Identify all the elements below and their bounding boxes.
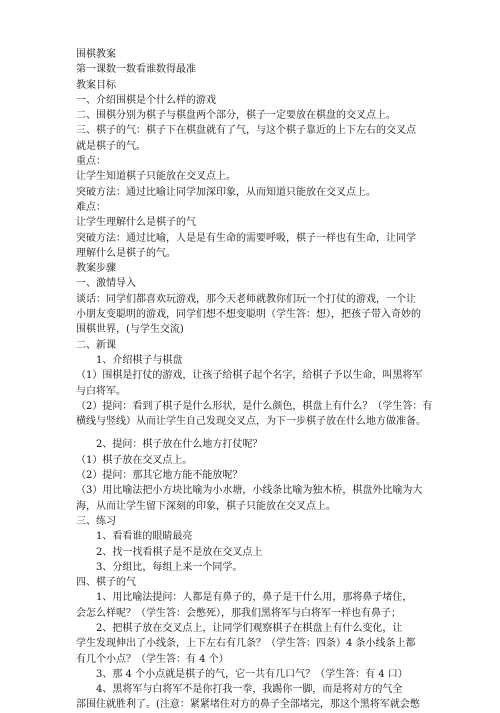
- paragraph-line: （2）提问：那其它地方能不能放呢？: [76, 470, 243, 482]
- section-heading: 教案目标: [76, 79, 116, 91]
- section-heading: 难点：: [76, 201, 106, 213]
- spacer: [76, 429, 440, 437]
- paragraph-line: 小朋友变聪明的游戏，同学们想不想变聪明（学生答：想），把孩子带入奇妙的: [76, 309, 421, 321]
- doc-title: 围棋教案: [76, 49, 116, 60]
- paragraph-line: 让学生知道棋子只能放在交叉点上。: [76, 171, 236, 183]
- paragraph-line: 围棋世界，(与学生交流): [76, 324, 184, 336]
- paragraph-line: 部围住就胜利了。(注意：紧紧堵住对方的鼻子全部堵完，那这个黑将军就会憋: [76, 699, 420, 711]
- paragraph-line: 2、把棋子放在交叉点上，让同学们观察棋子在棋盘上有什么变化，让: [96, 622, 403, 634]
- paragraph-line: 有几个小点？（学生答：有 4 个）: [76, 653, 229, 665]
- list-item: 2、找一找看棋子是不是放在交叉点上: [96, 546, 263, 558]
- list-item: 3、分组比，每组上来一个同学。: [96, 561, 243, 573]
- section-heading: 重点：: [76, 156, 106, 168]
- goal-item: 二、围棋分别为棋子与棋盘两个部分，棋子一定要放在棋盘的交叉点上。: [76, 110, 396, 122]
- paragraph-line: （1）围棋是打仗的游戏，让孩子给棋子起个名字，给棋子予以生命，叫黑将军: [76, 370, 423, 382]
- paragraph-line: 海，从而让学生留下深刻的印象，棋子只能放在交叉点上。: [76, 500, 336, 512]
- subsection-heading: 2、提问：棋子放在什么地方打仗呢？: [96, 439, 263, 451]
- section-heading: 四、棋子的气: [76, 577, 136, 589]
- paragraph-line: 学生发现伸出了小线条，上下左右有几条？（学生答：四条）4 条小线条上都: [76, 638, 416, 650]
- subsection-heading: 1、介绍棋子与棋盘: [96, 354, 183, 366]
- paragraph-line: 理解什么是棋子的气。: [76, 247, 176, 259]
- paragraph-line: 突破方法：通过比喻，人是是有生命的需要呼吸，棋子一样也有生命，让同学: [76, 232, 416, 244]
- paragraph-line: 让学生理解什么是棋子的气: [76, 217, 196, 229]
- section-heading: 一、激情导入: [76, 278, 136, 290]
- paragraph-line: （3）用比喻法把小方块比喻为小水塘，小线条比喻为独木桥，棋盘外比喻为大: [76, 485, 423, 497]
- lesson-title: 第一课数一数看谁数得最准: [76, 64, 196, 76]
- section-heading: 三、练习: [76, 515, 116, 527]
- goal-item: 三、棋子的气：棋子下在棋盘就有了气，与这个棋子靠近的上下左右的交叉点: [76, 125, 416, 137]
- paragraph-line: 3、那 4 个小点就是棋子的气，它一共有几口气？（学生答：有 4 口）: [96, 668, 408, 680]
- goal-item: 一、介绍围棋是个什么样的游戏: [76, 94, 216, 106]
- section-heading: 教案步骤: [76, 263, 116, 275]
- section-heading: 二、新课: [76, 339, 116, 351]
- list-item: 1、看看谁的眼睛最亮: [96, 531, 193, 543]
- paragraph-line: （2）提问：看到了棋子是什么形状，是什么颜色，棋盘上有什么？（学生答：有: [76, 400, 433, 412]
- paragraph-line: 4、黑将军与白将军不是你打我一拳，我踢你一脚，而是将对方的气全: [96, 684, 403, 696]
- paragraph-line: 突破方法：通过比喻让同学加深印象，从而知道只能放在交叉点上。: [76, 186, 376, 198]
- paragraph-line: 会怎么样呢？（学生答：会憋死），那我们黑将军与白将军一样也有鼻子；: [76, 607, 401, 619]
- goal-item: 就是棋子的气。: [76, 140, 146, 152]
- paragraph-line: （1）棋子放在交叉点上。: [76, 454, 193, 466]
- paragraph-line: 横线与竖线）从而让学生自己发现交叉点，为下一步棋子放在什么地方做准备。: [76, 416, 426, 428]
- paragraph-line: 1、用比喻法提问：人都是有鼻子的，鼻子是干什么用，那将鼻子堵住，: [96, 592, 413, 604]
- paragraph-line: 与白将军。: [76, 385, 126, 397]
- paragraph-line: 谈话：同学们都喜欢玩游戏，那今天老师就教你们玩一个打仗的游戏，一个让: [76, 293, 416, 305]
